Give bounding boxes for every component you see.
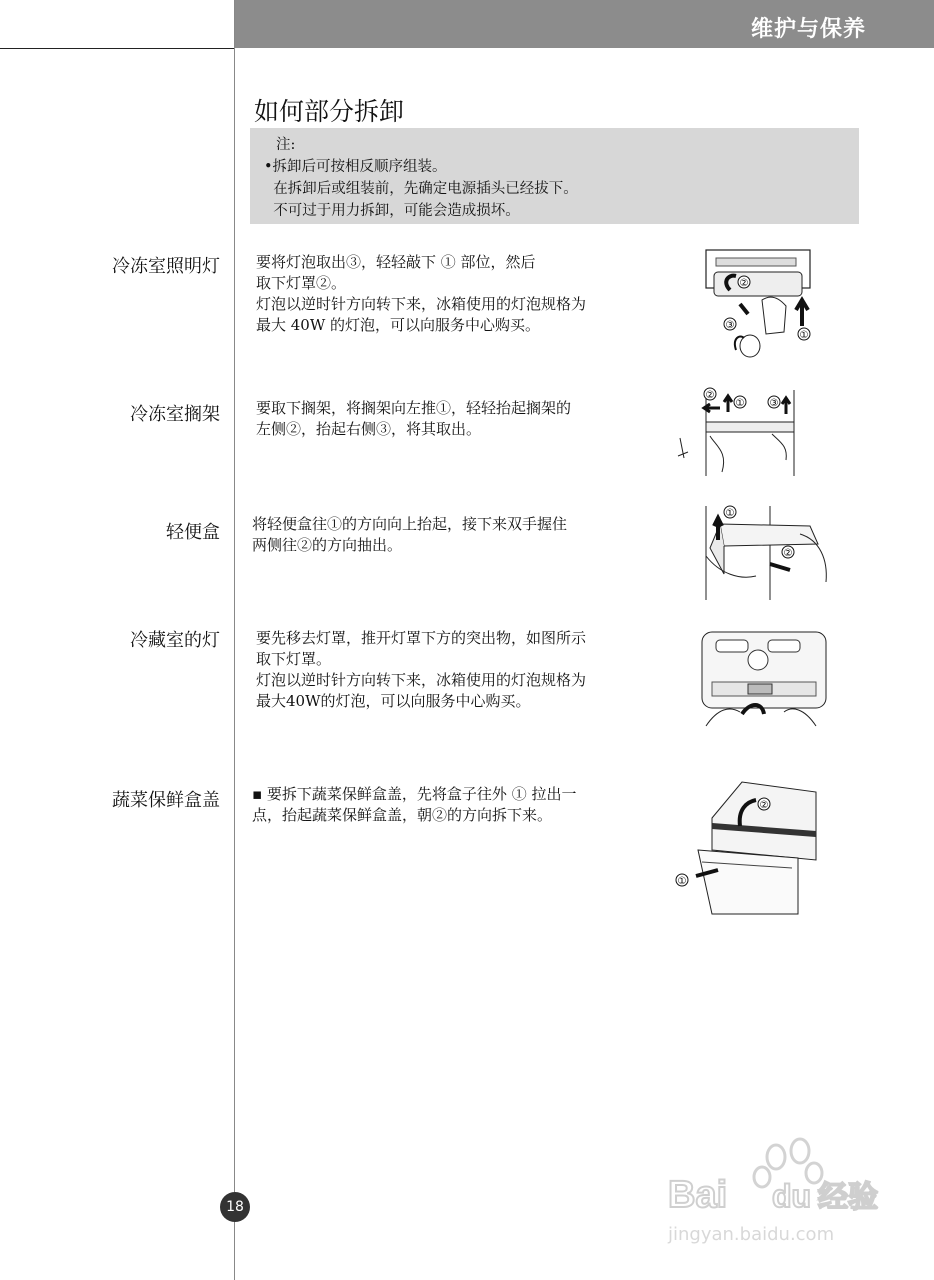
baidu-paw-logo bbox=[668, 1135, 890, 1215]
desc-crisper-cover bbox=[252, 784, 576, 826]
desc-line: 左侧②，抬起右侧③，将其取出。 bbox=[256, 420, 482, 438]
desc-portable-box bbox=[252, 514, 567, 556]
watermark-url: jingyan.baidu.com bbox=[668, 1224, 835, 1245]
desc-line: 要取下搁架，将搁架向左推①，轻轻抬起搁架的 bbox=[256, 399, 572, 417]
note-line: 不可过于用力拆卸，可能会造成损坏。 bbox=[264, 203, 520, 219]
page-number: 18 bbox=[220, 1192, 250, 1222]
watermark-brand2: du bbox=[772, 1178, 812, 1214]
label-freezer-light: 冷冻室照明灯 bbox=[112, 256, 220, 277]
watermark-brand: Bai bbox=[668, 1174, 728, 1215]
desc-line: 将轻便盒往①的方向向上抬起，接下来双手握住 bbox=[252, 515, 568, 533]
section-title: 如何部分拆卸 bbox=[254, 97, 405, 126]
desc-line: 要将灯泡取出③，轻轻敲下 ① 部位，然后 bbox=[256, 253, 536, 271]
desc-line: 取下灯罩②。 bbox=[256, 274, 347, 292]
label-crisper-cover: 蔬菜保鲜盒盖 bbox=[112, 790, 220, 811]
label-portable-box: 轻便盒 bbox=[166, 522, 220, 543]
callout-2: ② bbox=[739, 278, 749, 289]
margin-divider bbox=[234, 0, 235, 1280]
note-heading: 注: bbox=[276, 137, 296, 153]
freezer-shelf-illustration bbox=[676, 386, 806, 478]
desc-line: 点，抬起蔬菜保鲜盒盖，朝②的方向拆下来。 bbox=[252, 806, 553, 824]
callout-1: ① bbox=[799, 330, 809, 341]
label-fridge-light: 冷藏室的灯 bbox=[130, 630, 220, 651]
portable-box-illustration bbox=[700, 504, 830, 602]
callout-3: ③ bbox=[769, 398, 779, 409]
note-line: •拆卸后可按相反顺序组装。 bbox=[264, 159, 447, 175]
callout-1: ① bbox=[677, 876, 687, 887]
label-freezer-shelf: 冷冻室搁架 bbox=[130, 404, 220, 425]
callout-2: ② bbox=[783, 548, 793, 559]
desc-line: 灯泡以逆时针方向转下来，冰箱使用的灯泡规格为 bbox=[256, 295, 587, 313]
crisper-cover-illustration bbox=[672, 778, 822, 918]
callout-1: ① bbox=[725, 508, 735, 519]
desc-line: 灯泡以逆时针方向转下来，冰箱使用的灯泡规格为 bbox=[256, 671, 587, 689]
desc-line: 要先移去灯罩，推开灯罩下方的突出物，如图所示 bbox=[256, 629, 587, 647]
callout-2: ② bbox=[705, 390, 715, 401]
note-box bbox=[250, 128, 859, 224]
note-line: 在拆卸后或组装前，先确定电源插头已经拔下。 bbox=[264, 181, 578, 197]
callout-1: ① bbox=[735, 398, 745, 409]
desc-freezer-light bbox=[256, 252, 586, 336]
header-title: 维护与保养 bbox=[750, 17, 866, 42]
baidu-watermark bbox=[668, 1135, 890, 1245]
freezer-light-illustration bbox=[700, 246, 820, 366]
desc-fridge-light bbox=[256, 628, 586, 712]
desc-line: 两侧往②的方向抽出。 bbox=[252, 536, 403, 554]
desc-line: 最大40W的灯泡，可以向服务中心购买。 bbox=[256, 692, 531, 710]
desc-line: 最大 40W 的灯泡，可以向服务中心购买。 bbox=[256, 316, 541, 334]
callout-2: ② bbox=[759, 800, 769, 811]
header-rule bbox=[0, 48, 234, 49]
watermark-cn: 经验 bbox=[818, 1180, 878, 1215]
desc-freezer-shelf bbox=[256, 398, 571, 440]
desc-line: ▪ 要拆下蔬菜保鲜盒盖，先将盒子往外 ① 拉出一 bbox=[252, 785, 577, 803]
fridge-light-illustration bbox=[698, 626, 830, 738]
desc-line: 取下灯罩。 bbox=[256, 650, 332, 668]
header-band bbox=[234, 0, 934, 48]
callout-3: ③ bbox=[725, 320, 735, 331]
